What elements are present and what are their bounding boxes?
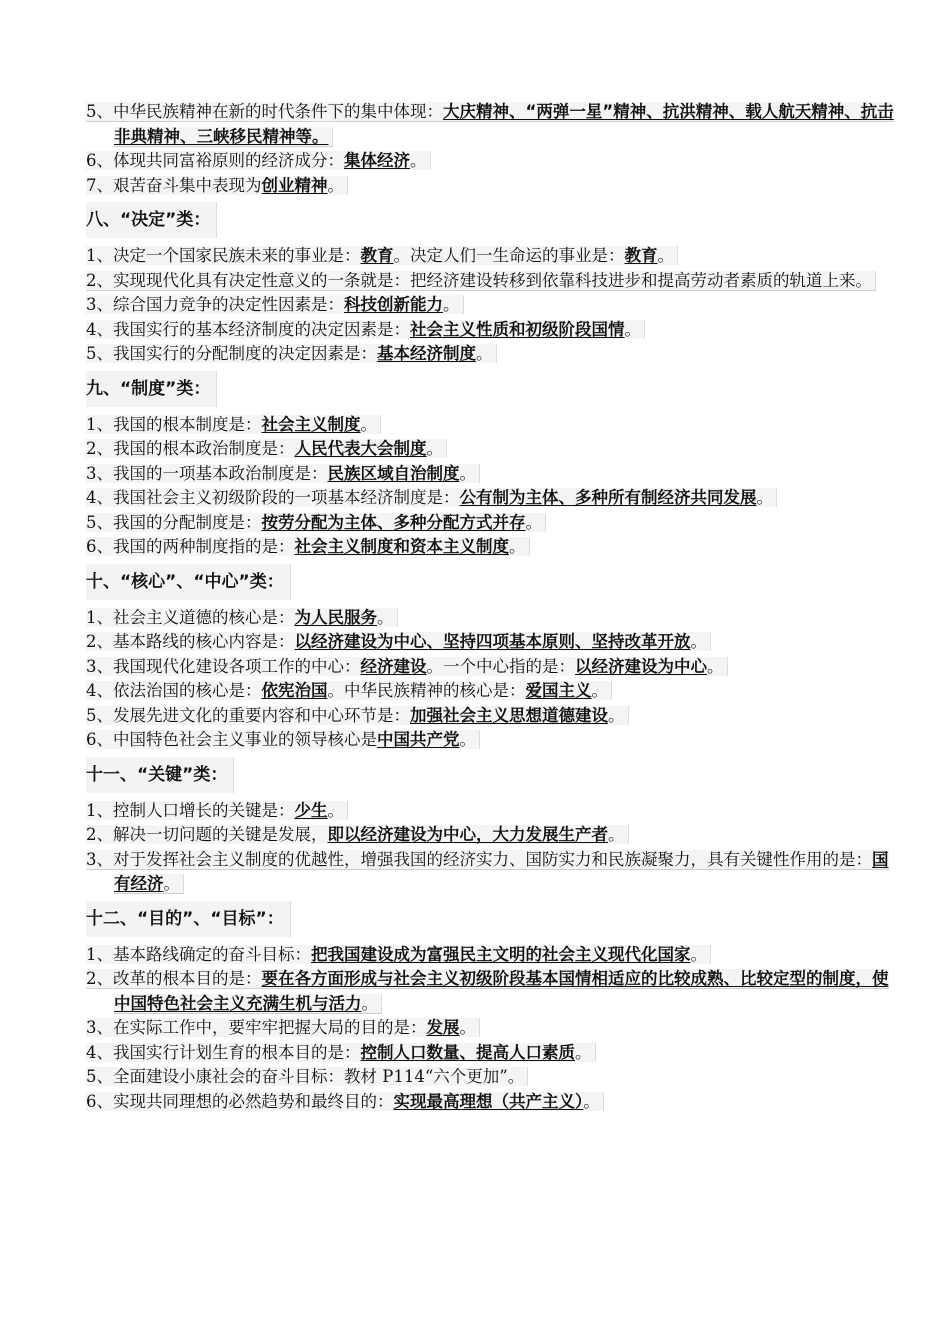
- list-item: [86, 318, 876, 343]
- highlighted-answer: 要在各方面形成与社会主义初级阶段基本国情相适应的比较成熟、比较定型的制度，使中国特色社会主义充满生机与活力: [114, 969, 889, 1013]
- section: [86, 753, 889, 897]
- highlighted-answer: 把我国建设成为富强民主文明的社会主义现代化国家: [311, 944, 691, 964]
- list-item: [86, 1090, 876, 1115]
- item-text-after: 。: [459, 730, 476, 749]
- highlighted-answer: 以经济建设为中心: [575, 656, 707, 676]
- item-text-after: 。: [476, 344, 493, 363]
- list-item-text: [86, 969, 889, 1014]
- item-text-after: 。: [327, 175, 344, 195]
- item-text: 4、我国实行的基本经济制度的决定因素是：: [86, 319, 410, 339]
- item-text: 1、决定一个国家民族未来的事业是：: [86, 246, 361, 265]
- item-text: 2、基本路线的核心内容是：: [86, 632, 295, 651]
- list-item: [86, 1016, 876, 1041]
- item-text: 6、体现共同富裕原则的经济成分：: [86, 151, 344, 170]
- highlighted-answer: 即以经济建设为中心，大力发展生产者: [327, 825, 608, 844]
- item-text-after: 。: [525, 512, 542, 532]
- item-text-after: 。: [608, 705, 625, 725]
- list-item-text: [86, 730, 480, 749]
- list-item: [86, 535, 876, 560]
- list-item-text: [86, 801, 348, 820]
- item-text-after: 。: [459, 463, 476, 483]
- item-text: 2、实现现代化具有决定性意义的一条就是：把经济建设转移到依靠科技进步和提高劳动者素质的轨道上来。: [86, 270, 872, 290]
- list-item-text: [86, 681, 612, 700]
- list-item: [86, 293, 876, 318]
- list-item-text: [86, 850, 889, 895]
- section-heading: 九、“制度”类：: [86, 371, 217, 407]
- highlighted-answer: 基本经济制度: [377, 344, 476, 363]
- item-text: 6、实现共同理想的必然趋势和最终目的：: [86, 1091, 394, 1111]
- highlighted-answer: 教育: [360, 246, 394, 265]
- highlighted-answer: 社会主义性质和初级阶段国情: [410, 319, 625, 339]
- list-item-text: [86, 488, 777, 507]
- item-text-after: 。: [690, 944, 707, 964]
- list-item: [86, 943, 876, 968]
- highlighted-answer: 人民代表大会制度: [294, 439, 427, 458]
- item-text: 3、我国的一项基本政治制度是：: [86, 463, 328, 483]
- item-text: 4、依法治国的核心是：: [86, 681, 262, 700]
- list-item: [86, 848, 894, 897]
- list-item-text: [86, 246, 678, 265]
- list-item: [86, 486, 876, 511]
- list-item-text: [86, 464, 480, 483]
- item-text-after: 。: [575, 1042, 592, 1062]
- highlighted-answer: 按劳分配为主体、多种分配方式并存: [261, 512, 526, 532]
- section: [86, 560, 876, 753]
- highlighted-answer: 国有经济: [114, 849, 889, 893]
- item-text: 1、控制人口增长的关键是：: [86, 800, 295, 820]
- list-item: [86, 244, 876, 269]
- item-text-after: 。: [509, 537, 526, 556]
- highlighted-answer: 为人民服务: [294, 607, 377, 627]
- list-item: [86, 630, 876, 655]
- item-text-after: 。: [377, 607, 394, 627]
- item-text-after: 。: [591, 681, 608, 700]
- list-item-text: [86, 537, 530, 556]
- list-item: [86, 1041, 876, 1066]
- item-text: 4、我国社会主义初级阶段的一项基本经济制度是：: [86, 488, 460, 507]
- list-item-text: [86, 1067, 528, 1086]
- item-text: 2、我国的根本政治制度是：: [86, 439, 295, 458]
- highlighted-answer: 社会主义制度: [261, 414, 361, 434]
- list-item: [86, 511, 876, 536]
- item-text: 6、我国的两种制度指的是：: [86, 537, 295, 556]
- list-item-text: [86, 415, 381, 434]
- item-text-after: 。: [327, 800, 344, 820]
- list-item: [86, 655, 876, 680]
- item-text: 2、改革的根本目的是：: [86, 969, 262, 988]
- list-item-text: [86, 344, 497, 363]
- list-item: [86, 728, 876, 753]
- item-text: 2、解决一切问题的关键是发展，: [86, 825, 328, 844]
- highlighted-answer: 爱国主义: [525, 681, 592, 700]
- list-item-text: [86, 945, 711, 964]
- section-heading: 十二、“目的”、“目标”：: [86, 901, 291, 937]
- item-text: 1、我国的根本制度是：: [86, 414, 262, 434]
- highlighted-answer: 以经济建设为中心、坚持四项基本原则、坚持改革开放: [294, 632, 691, 651]
- section: [86, 198, 876, 367]
- item-text: 5、全面建设小康社会的奋斗目标：教材 P114“六个更加”。: [86, 1067, 525, 1086]
- highlighted-answer: 科技创新能力: [344, 295, 443, 314]
- list-item: [86, 437, 876, 462]
- item-text-after: 。: [361, 993, 378, 1013]
- list-item: [86, 606, 876, 631]
- list-item-text: [86, 151, 431, 170]
- item-text: 3、综合国力竞争的决定性因素是：: [86, 295, 344, 314]
- highlighted-answer: 加强社会主义思想道德建设: [410, 705, 608, 725]
- list-item: [86, 704, 876, 729]
- list-item-text: [86, 320, 645, 339]
- section-heading: 十、“核心”、“中心”类：: [86, 564, 291, 600]
- item-text-after: 。: [360, 414, 377, 434]
- list-item: [86, 823, 876, 848]
- highlighted-answer: 公有制为主体、多种所有制经济共同发展: [459, 488, 757, 507]
- list-item-text: [86, 295, 464, 314]
- section: [86, 367, 876, 560]
- item-text: 3、我国现代化建设各项工作的中心：: [86, 656, 361, 676]
- section-heading: 十一、“关键”类：: [86, 757, 234, 793]
- item-text-after: 。: [163, 874, 180, 893]
- item-text-after: 。: [608, 825, 625, 844]
- list-item: [86, 174, 876, 199]
- highlighted-answer: 社会主义制度和资本主义制度: [294, 537, 509, 556]
- list-item-text: [86, 632, 711, 651]
- item-text: 1、基本路线确定的奋斗目标：: [86, 944, 311, 964]
- item-text: 7、艰苦奋斗集中表现为: [86, 175, 262, 195]
- item-text: 5、中华民族精神在新的时代条件下的集中体现：: [86, 102, 443, 121]
- list-item: [86, 679, 876, 704]
- highlighted-answer: 控制人口数量、提高人口素质: [360, 1042, 575, 1062]
- highlighted-answer: 创业精神: [261, 175, 328, 195]
- list-item-text: [86, 825, 629, 844]
- document-page: [86, 100, 894, 1114]
- item-text-after: 。: [657, 246, 674, 265]
- list-item: [86, 100, 894, 149]
- list-item-text: [86, 657, 728, 676]
- item-text-after: 。中华民族精神的核心是：: [327, 681, 526, 700]
- list-item-text: [86, 439, 447, 458]
- item-text-after: 。: [459, 1018, 476, 1037]
- item-text-after: 。: [410, 151, 427, 170]
- item-text-after: 。: [690, 632, 707, 651]
- item-text: 1、社会主义道德的核心是：: [86, 607, 295, 627]
- list-item-text: [86, 1043, 596, 1062]
- list-item-text: [86, 513, 546, 532]
- highlighted-answer: 少生: [294, 800, 328, 820]
- list-item: [86, 269, 894, 294]
- list-item-text: [86, 176, 348, 195]
- highlighted-answer: 集体经济: [344, 151, 410, 170]
- item-text-after: 。: [583, 1091, 600, 1111]
- item-text-after: 。: [443, 295, 460, 314]
- item-text: 3、对于发挥社会主义制度的优越性，增强我国的经济实力、国防实力和民族凝聚力，具有关键性作用的是：: [86, 849, 872, 869]
- list-item: [86, 149, 876, 174]
- list-item-text: [86, 1018, 480, 1037]
- list-item: [86, 1065, 876, 1090]
- item-text-after: 。: [624, 319, 641, 339]
- section-heading: 八、“决定”类：: [86, 202, 217, 238]
- highlighted-answer: 发展: [426, 1018, 460, 1037]
- list-item-text: [86, 1092, 604, 1111]
- item-text: 5、发展先进文化的重要内容和中心环节是：: [86, 705, 410, 725]
- item-text: 5、我国实行的分配制度的决定因素是：: [86, 344, 377, 363]
- list-item: [86, 799, 876, 824]
- highlighted-answer: 教育: [624, 246, 658, 265]
- list-item-text: [86, 102, 894, 147]
- highlighted-answer: 经济建设: [360, 656, 427, 676]
- highlighted-answer: 中国共产党: [377, 730, 460, 749]
- item-text-after: 。一个中心指的是：: [426, 656, 575, 676]
- item-text-after: 。决定人们一生命运的事业是：: [393, 246, 625, 265]
- highlighted-answer: 大庆精神、“两弹一星”精神、抗洪精神、载人航天精神、抗击非典精神、三峡移民精神等。: [114, 102, 894, 146]
- list-item: [86, 413, 876, 438]
- item-text-after: 。: [756, 488, 773, 507]
- item-text: 5、我国的分配制度是：: [86, 512, 262, 532]
- list-item-text: [86, 706, 629, 725]
- list-item-text: [86, 271, 876, 291]
- highlighted-answer: 实现最高理想（共产主义）: [393, 1091, 584, 1111]
- item-text-after: 。: [426, 439, 443, 458]
- list-item: [86, 342, 876, 367]
- item-text-after: 。: [707, 656, 724, 676]
- list-item: [86, 462, 876, 487]
- item-text: 4、我国实行计划生育的根本目的是：: [86, 1042, 361, 1062]
- list-item: [86, 967, 894, 1016]
- highlighted-answer: 民族区域自治制度: [327, 463, 460, 483]
- section: [86, 897, 889, 1115]
- item-text: 6、中国特色社会主义事业的领导核心是: [86, 730, 377, 749]
- highlighted-answer: 依宪治国: [261, 681, 328, 700]
- item-text: 3、在实际工作中，要牢牢把握大局的目的是：: [86, 1018, 427, 1037]
- list-item-text: [86, 608, 398, 627]
